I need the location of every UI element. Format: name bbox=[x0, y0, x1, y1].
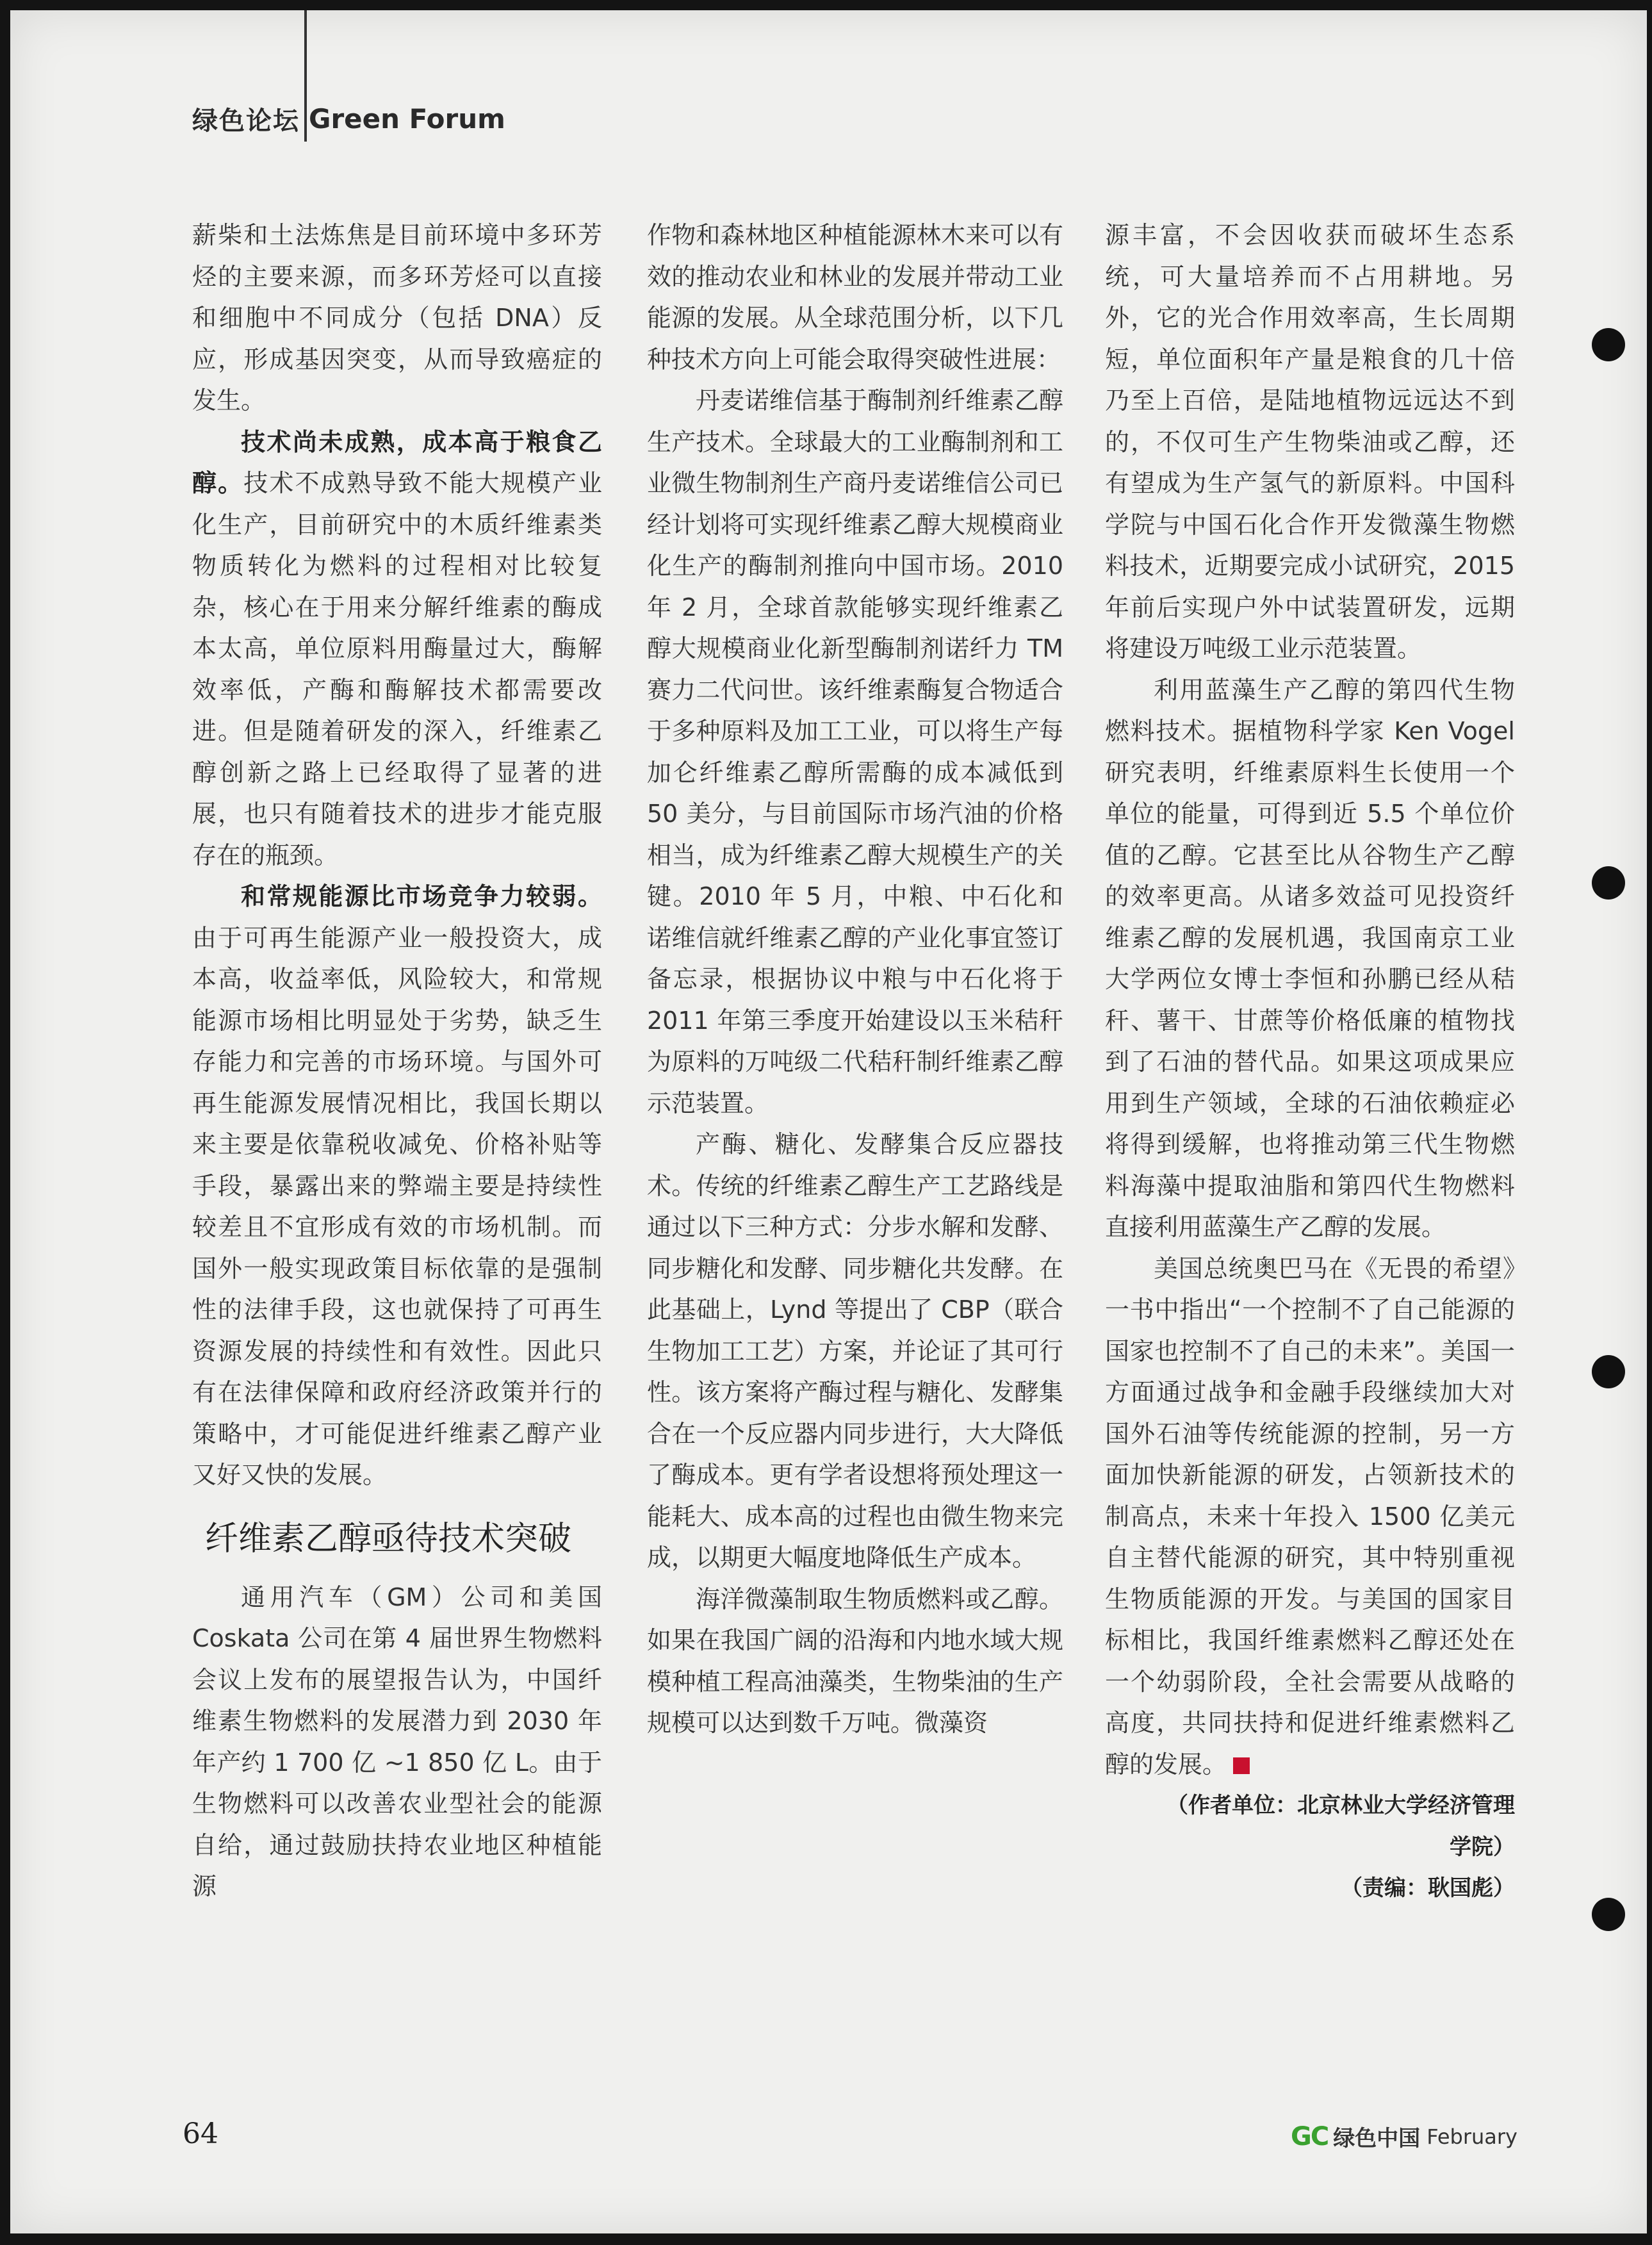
paragraph bbox=[192, 876, 602, 1496]
editor-credit: （责编：耿国彪） bbox=[1341, 1875, 1515, 1901]
gc-logo-icon: GC bbox=[1291, 2121, 1329, 2151]
paragraph-body: 美国总统奥巴马在《无畏的希望》一书中指出“一个控制不了自己能源的国家也控制不了自己的未来”。美国一方面通过战争和金融手段继续加大对国外石油等传统能源的控制，另一方面加快新能源的研发，占领新技术的制高点，未来十年投入 1500 亿美元自主替代能源的研究，其中特别重视生物质能源的开发。与美国的国家目标相比，我国纤维素燃料乙醇还处在一个幼弱阶段，全社会需要从战略的高度，共同扶持和促进纤维素燃料乙醇的发展。 bbox=[1105, 1254, 1515, 1779]
binder-hole bbox=[1592, 866, 1625, 900]
section-heading: 纤维素乙醇亟待技术突破 bbox=[205, 1519, 572, 1558]
binder-hole bbox=[1592, 328, 1625, 361]
paragraph-lead: 和常规能源比市场竞争力较弱。 bbox=[241, 882, 602, 910]
paragraph-lead: 技术尚未成熟，成本高于粮食乙醇。 bbox=[192, 427, 602, 497]
section-title-cn: 绿色论坛 bbox=[192, 106, 300, 136]
binder-hole bbox=[1592, 1355, 1625, 1388]
paragraph-body: 由于可再生能源产业一般投资大，成本高，收益率低，风险较大，和常规能源市场相比明显处于劣势，缺乏生存能力和完善的市场环境。与国外可再生能源发展情况相比，我国长期以来主要是依靠税收减免、价格补贴等手段，暴露出来的弊端主要是持续性较差且不宜形成有效的市场机制。而国外一般实现政策目标依靠的是强制性的法律手段，这也就保持了可再生资源发展的持续性和有效性。因此只有在法律保障和政府经济政策并行的策略中，才可能促进纤维素乙醇产业又好又快的发展。 bbox=[192, 923, 602, 1489]
paragraph: 薪柴和土法炼焦是目前环境中多环芳烃的主要来源，而多环芳烃可以直接和细胞中不同成分（包括 DNA）反应，形成基因突变，从而导致癌症的发生。 bbox=[192, 221, 602, 415]
paragraph: 作物和森林地区种植能源林木来可以有效的推动农业和林业的发展并带动工业能源的发展。从全球范围分析，以下几种技术方向上可能会取得突破性进展： bbox=[647, 221, 1063, 374]
column-2 bbox=[647, 215, 1063, 1744]
paragraph bbox=[1105, 1248, 1515, 1786]
paragraph-body: 技术不成熟导致不能大规模产业化生产，目前研究中的木质纤维素类物质转化为燃料的过程相对比较复杂，核心在于用来分解纤维素的酶成本太高，单位原料用酶量过大，酶解效率低，产酶和酶解技术都需要改进。但是随着研发的深入，纤维素乙醇创新之路上已经取得了显著的进展，也只有随着技术的进步才能克服存在的瓶颈。 bbox=[192, 469, 602, 869]
section-title-en: Green Forum bbox=[309, 103, 505, 135]
article-end-mark bbox=[1233, 1757, 1250, 1774]
paragraph: 通用汽车（GM）公司和美国 Coskata 公司在第 4 届世界生物燃料会议上发布的展望报告认为，中国纤维素生物燃料的发展潜力到 2030 年年产约 1 700 亿 ~1 850 亿 L。由于生物燃料可以改善农业型社会的能源自给，通过鼓励扶持农业地区种植能源 bbox=[192, 1583, 602, 1900]
binder-hole bbox=[1592, 1898, 1625, 1931]
paragraph: 丹麦诺维信基于酶制剂纤维素乙醇生产技术。全球最大的工业酶制剂和工业微生物制剂生产商丹麦诺维信公司已经计划将可实现纤维素乙醇大规模商业化生产的酶制剂推向中国市场。2010 年 2 月，全球首款能够实现纤维素乙醇大规模商业化新型酶制剂诺纤力 TM 赛力二代问世。该纤维素酶复合物适合于多种原料及加工工业，可以将生产每加仑纤维素乙醇所需酶的成本减低到 50 美分，与目前国际市场汽油的价格相当，成为纤维素乙醇大规模生产的关键。2010 年 5 月，中粮、中石化和诺维信就纤维素乙醇的产业化事宜签订备忘录，根据协议中粮与中石化将于 2011 年第三季度开始建设以玉米秸秆为原料的万吨级二代秸秆制纤维素乙醇示范装置。 bbox=[647, 386, 1063, 1117]
paragraph: 产酶、糖化、发酵集合反应器技术。传统的纤维素乙醇生产工艺路线是通过以下三种方式：分步水解和发酵、同步糖化和发酵、同步糖化共发酵。在此基础上，Lynd 等提出了 CBP（联合生物加工工艺）方案，并论证了其可行性。该方案将产酶过程与糖化、发酵集合在一个反应器内同步进行，大大降低了酶成本。更有学者设想将预处理这一能耗大、成本高的过程也由微生物来完成，以期更大幅度地降低生产成本。 bbox=[647, 1130, 1063, 1572]
magazine-name: 绿色中国 bbox=[1333, 2126, 1421, 2151]
paragraph: 海洋微藻制取生物质燃料或乙醇。如果在我国广阔的沿海和内地水域大规模种植工程高油藻类，生物柴油的生产规模可以达到数千万吨。微藻资 bbox=[647, 1584, 1063, 1737]
issue-month: February bbox=[1427, 2124, 1517, 2149]
footer-brand bbox=[1291, 2121, 1517, 2152]
author-affiliation: （作者单位：北京林业大学经济管理学院） bbox=[1166, 1793, 1515, 1860]
column-1 bbox=[192, 215, 602, 1907]
paragraph bbox=[192, 422, 602, 876]
paragraph: 利用蓝藻生产乙醇的第四代生物燃料技术。据植物科学家 Ken Vogel 研究表明，纤维素原料生长使用一个单位的能量，可得到近 5.5 个单位价值的乙醇。它甚至比从谷物生产乙醇的效率更高。从诸多效益可见投资纤维素乙醇的发展机遇，我国南京工业大学两位女博士李恒和孙鹏已经从秸秆、薯干、甘蔗等价格低廉的植物找到了石油的替代品。如果这项成果应用到生产领域，全球的石油依赖症必将得到缓解，也将推动第三代生物燃料海藻中提取油脂和第四代生物燃料直接利用蓝藻生产乙醇的发展。 bbox=[1105, 675, 1515, 1241]
paragraph: 源丰富，不会因收获而破坏生态系统，可大量培养而不占用耕地。另外，它的光合作用效率高，生长周期短，单位面积年产量是粮食的几十倍乃至上百倍，是陆地植物远远达不到的，不仅可生产生物柴油或乙醇，还有望成为生产氢气的新原料。中国科学院与中国石化合作开发微藻生物燃料技术，近期要完成小试研究，2015 年前后实现户外中试装置研发，远期将建设万吨级工业示范装置。 bbox=[1105, 221, 1515, 662]
section-header bbox=[192, 96, 505, 141]
column-3 bbox=[1105, 215, 1515, 1909]
page-number: 64 bbox=[183, 2118, 218, 2150]
